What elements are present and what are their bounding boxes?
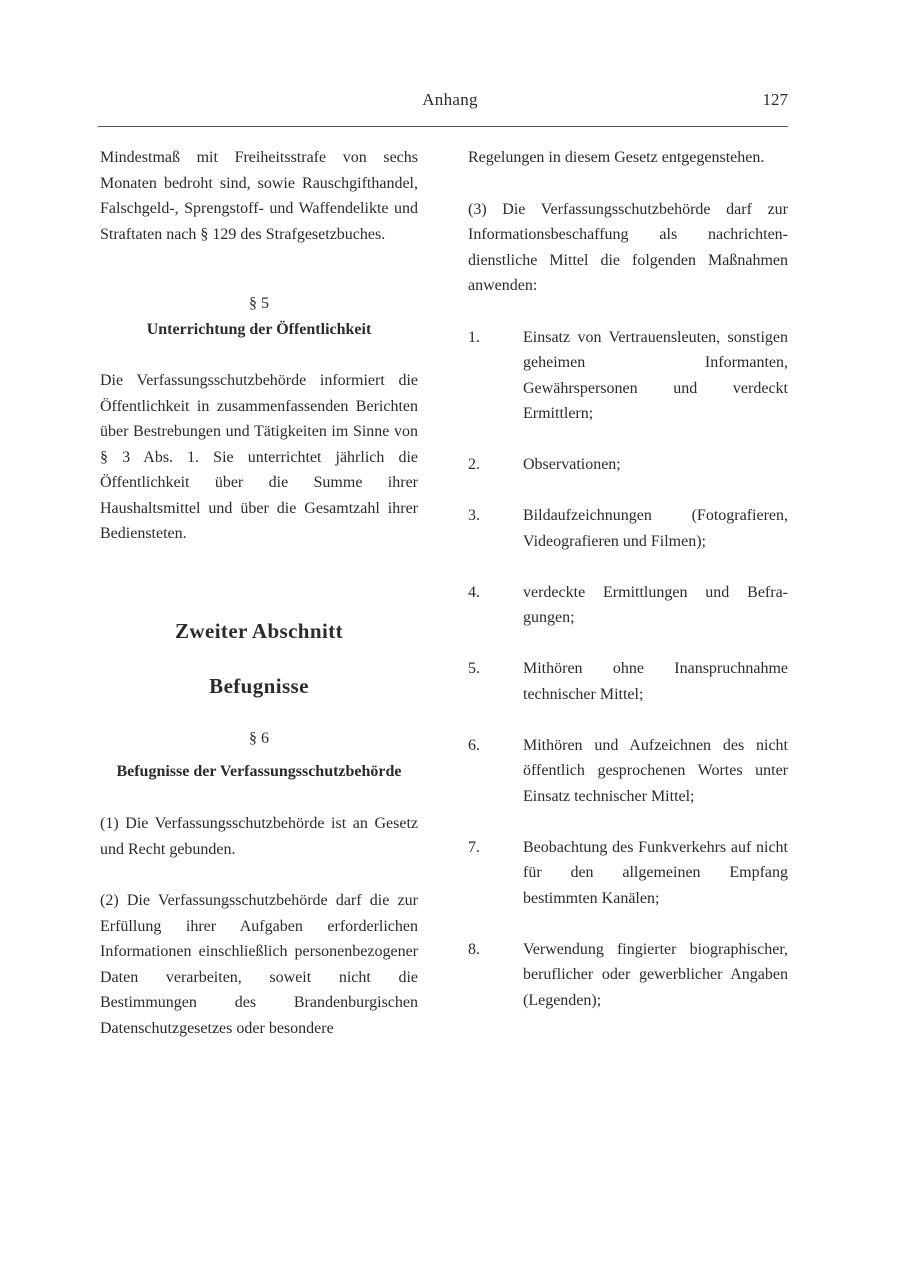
list-item-number: 6. — [468, 736, 480, 754]
list-item-text: Verwendung fingierter biographischer, beruflicher oder gewerblicher Angaben (Legenden); — [523, 940, 788, 1009]
list-item — [468, 452, 788, 478]
intro-paragraph: Mindestmaß mit Freiheitsstrafe von sechs Monaten bedroht sind, sowie Rauschgifthandel, Falschgeld-, Sprengstoff- und Waffendelikte und Straftaten nach § 129 des Strafgesetzbuches. — [100, 149, 418, 243]
list-item-number: 1. — [468, 328, 480, 346]
header-rule — [98, 126, 788, 127]
right-column — [468, 145, 788, 1013]
list-item — [468, 937, 788, 1014]
page-number: 127 — [762, 90, 788, 109]
list-item — [468, 835, 788, 912]
list-item-number: 7. — [468, 838, 480, 856]
list-item-number: 2. — [468, 456, 480, 473]
list-item — [468, 503, 788, 554]
list-item — [468, 733, 788, 810]
list-item-number: 3. — [468, 507, 480, 524]
part-subtitle: Befugnisse — [209, 674, 309, 698]
section-6-paragraph-3: (3) Die Verfassungsschutzbehörde darf zur Informationsbeschaffung als nachrichtendienstliche Mittel die folgenden Maßnahmen anwenden: — [468, 200, 788, 294]
continuation-paragraph: Regelungen in diesem Gesetz entgegenstehen. — [468, 149, 765, 166]
list-item-text: Mithören und Aufzeichnen des nicht öffentlich gesprochenen Wortes unter Einsatz technischer Mittel; — [523, 736, 788, 805]
section-6-paragraph-2: (2) Die Verfassungsschutzbehörde darf die zur Erfüllung ihrer Aufgaben erforderlichen Informationen einschließlich personenbezogener Daten verarbeiten, soweit nicht die Bestimmungen des Brandenburgischen Datenschutzgesetzes oder besondere — [100, 892, 418, 1037]
list-item-number: 8. — [468, 940, 480, 958]
measures-list — [468, 325, 788, 1014]
section-5-mark: § 5 — [249, 295, 269, 312]
list-item-text: verdeckte Ermittlungen und Befragungen; — [523, 583, 788, 626]
list-item-text: Einsatz von Vertrauensleuten, sonstigen geheimen Informanten, Gewährspersonen und verdeckt Ermittlern; — [523, 328, 788, 422]
section-6-paragraph-1: (1) Die Verfassungsschutzbehörde ist an Gesetz und Recht gebunden. — [100, 815, 418, 858]
left-column — [100, 145, 418, 1041]
list-item-number: 5. — [468, 660, 480, 677]
section-6-title: Befugnisse der Verfassungsschutzbehörde — [116, 763, 402, 780]
list-item-text: Mithören ohne Inanspruchnahme technischer Mittel; — [523, 660, 788, 703]
part-title: Zweiter Abschnitt — [175, 618, 343, 643]
running-header-title: Anhang — [422, 90, 478, 109]
list-item-text: Observationen; — [523, 456, 621, 473]
list-item-text: Beobachtung des Funkverkehrs auf nicht für den allgemeinen Empfang bestimmten Kanälen; — [523, 838, 788, 907]
list-item — [468, 656, 788, 707]
list-item — [468, 580, 788, 631]
list-item — [468, 325, 788, 427]
section-6-mark: § 6 — [249, 729, 269, 747]
section-5-text: Die Verfassungsschutzbehörde informiert die Öffentlichkeit in zusammenfassenden Berichten über Bestrebungen und Tätigkeiten im Sinne von § 3 Abs. 1. Sie unterrichtet jährlich die Öffentlichkeit über die Summe ihrer Haushaltsmittel und über die Gesamtzahl ihrer Bediensteten. — [100, 372, 418, 542]
section-5-title: Unterrichtung der Öffentlichkeit — [146, 320, 372, 338]
list-item-number: 4. — [468, 583, 480, 601]
list-item-text: Bildaufzeichnungen (Fotografieren, Videografieren und Filmen); — [523, 507, 788, 550]
